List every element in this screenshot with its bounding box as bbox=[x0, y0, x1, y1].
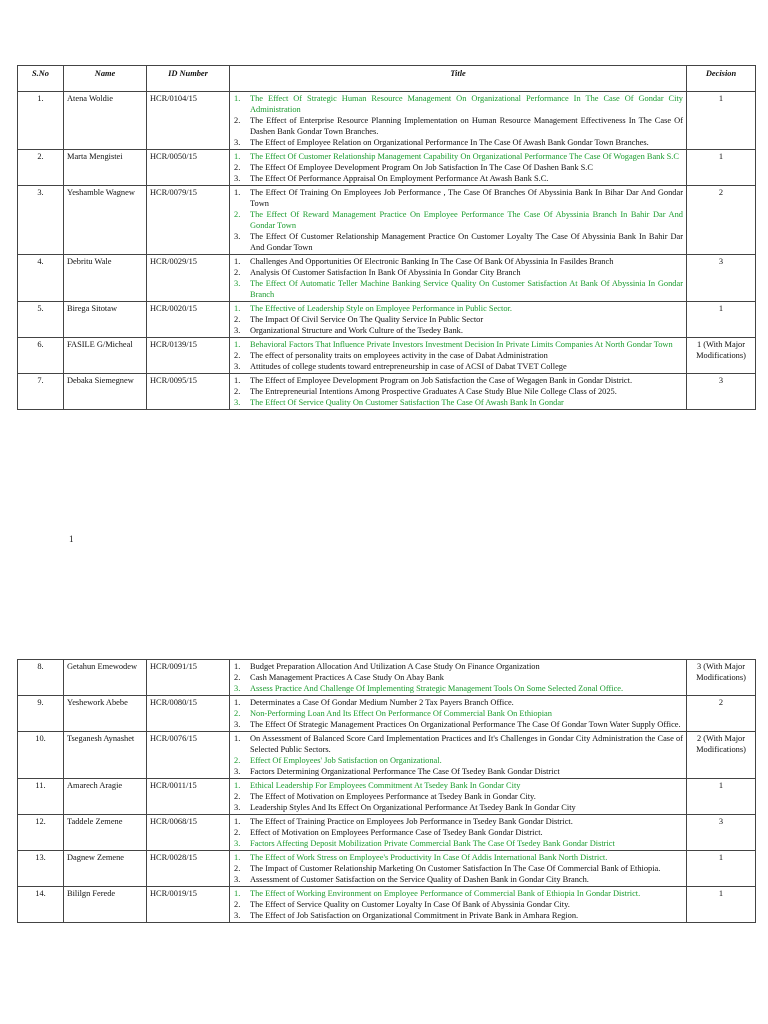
row-id-number: HCR/0139/15 bbox=[147, 338, 230, 374]
table-row bbox=[18, 660, 756, 696]
selected-title-item bbox=[234, 278, 683, 300]
title-number: 1. bbox=[234, 853, 241, 862]
header-name: Name bbox=[64, 66, 147, 92]
title-list bbox=[234, 187, 683, 253]
title-text: The Effect of Working Environment on Employee Performance of Commercial Bank of Ethiopia In Gondar District. bbox=[250, 889, 641, 898]
title-item bbox=[234, 661, 683, 672]
row-decision: 1 (With Major Modifications) bbox=[687, 338, 756, 374]
title-number: 2. bbox=[234, 351, 241, 360]
row-decision: 2 (With Major Modifications) bbox=[687, 732, 756, 779]
table-row bbox=[18, 374, 756, 410]
title-number: 1. bbox=[234, 152, 241, 161]
row-decision: 3 bbox=[687, 255, 756, 302]
row-sno: 10. bbox=[18, 732, 64, 779]
title-number: 3. bbox=[234, 232, 241, 241]
title-item bbox=[234, 791, 683, 802]
title-item bbox=[234, 187, 683, 209]
title-number: 3. bbox=[234, 362, 241, 371]
title-item bbox=[234, 375, 683, 386]
title-number: 3. bbox=[234, 767, 241, 776]
title-text: Organizational Structure and Work Culture of the Tsedey Bank. bbox=[250, 326, 463, 335]
row-decision: 1 bbox=[687, 887, 756, 923]
title-text: Effect of Motivation on Employees Performance Case of Tsedey Bank Gondar District. bbox=[250, 828, 543, 837]
title-item bbox=[234, 115, 683, 137]
header-decision: Decision bbox=[687, 66, 756, 92]
table-row bbox=[18, 150, 756, 186]
title-text: Assessment of Customer Satisfaction on the Service Quality of Dashen Bank in Gondar City Branch. bbox=[250, 875, 589, 884]
title-text: The Effect of Employee Relation on Organizational Performance In The Case Of Awash Bank Gondar Town Branches. bbox=[250, 138, 649, 147]
row-decision: 1 bbox=[687, 779, 756, 815]
row-name: Yeshework Abebe bbox=[64, 696, 147, 732]
title-number: 3. bbox=[234, 398, 241, 407]
selected-title-item bbox=[234, 339, 683, 350]
row-sno: 11. bbox=[18, 779, 64, 815]
row-decision: 1 bbox=[687, 150, 756, 186]
title-number: 3. bbox=[234, 911, 241, 920]
row-id-number: HCR/0104/15 bbox=[147, 92, 230, 150]
selected-title-item bbox=[234, 838, 683, 849]
table-body-page-2 bbox=[18, 660, 756, 923]
row-id-number: HCR/0091/15 bbox=[147, 660, 230, 696]
title-number: 3. bbox=[234, 803, 241, 812]
row-decision: 3 bbox=[687, 374, 756, 410]
title-number: 2. bbox=[234, 709, 241, 718]
row-name: Bililgn Ferede bbox=[64, 887, 147, 923]
row-decision: 3 bbox=[687, 815, 756, 851]
title-number: 3. bbox=[234, 875, 241, 884]
title-text: The Effect of Service Quality on Customer Loyalty In Case Of Bank of Abyssinia Gondar City. bbox=[250, 900, 570, 909]
title-text: The effect of personality traits on employees activity in the case of Dabat Administration bbox=[250, 351, 548, 360]
row-name: Dagnew Zemene bbox=[64, 851, 147, 887]
table-row bbox=[18, 696, 756, 732]
row-name: Yeshamble Wagnew bbox=[64, 186, 147, 255]
selected-title-item bbox=[234, 708, 683, 719]
title-number: 1. bbox=[234, 889, 241, 898]
row-id-number: HCR/0076/15 bbox=[147, 732, 230, 779]
title-number: 2. bbox=[234, 210, 241, 219]
row-sno: 5. bbox=[18, 302, 64, 338]
row-sno: 12. bbox=[18, 815, 64, 851]
title-list bbox=[234, 256, 683, 300]
table-body-page-1 bbox=[18, 92, 756, 410]
row-sno: 7. bbox=[18, 374, 64, 410]
title-text: The Effect Of Employee Development Program On Job Satisfaction In The Case Of Dashen Bank S.C bbox=[250, 163, 593, 172]
proposals-table-page-2 bbox=[17, 659, 756, 923]
row-titles bbox=[230, 186, 687, 255]
title-number: 2. bbox=[234, 864, 241, 873]
title-item bbox=[234, 733, 683, 755]
title-text: The Effect Of Reward Management Practice On Employee Performance The Case Of Abyssinia Branch In Bahir Dar And Gondar Town bbox=[250, 210, 683, 230]
title-text: The Effect of Job Satisfaction on Organizational Commitment in Private Bank in Amhara Region. bbox=[250, 911, 579, 920]
row-id-number: HCR/0019/15 bbox=[147, 887, 230, 923]
title-item bbox=[234, 386, 683, 397]
selected-title-item bbox=[234, 93, 683, 115]
row-sno: 2. bbox=[18, 150, 64, 186]
title-number: 1. bbox=[234, 257, 241, 266]
row-decision: 1 bbox=[687, 302, 756, 338]
row-titles bbox=[230, 815, 687, 851]
row-id-number: HCR/0068/15 bbox=[147, 815, 230, 851]
title-list bbox=[234, 375, 683, 408]
title-item bbox=[234, 162, 683, 173]
row-titles bbox=[230, 374, 687, 410]
row-id-number: HCR/0011/15 bbox=[147, 779, 230, 815]
row-name: Getahun Emewodew bbox=[64, 660, 147, 696]
row-titles bbox=[230, 302, 687, 338]
row-name: Debritu Wale bbox=[64, 255, 147, 302]
row-id-number: HCR/0080/15 bbox=[147, 696, 230, 732]
row-titles bbox=[230, 255, 687, 302]
title-item bbox=[234, 173, 683, 184]
title-list bbox=[234, 733, 683, 777]
row-id-number: HCR/0020/15 bbox=[147, 302, 230, 338]
row-sno: 3. bbox=[18, 186, 64, 255]
row-sno: 1. bbox=[18, 92, 64, 150]
title-number: 1. bbox=[234, 340, 241, 349]
table-row bbox=[18, 732, 756, 779]
title-item bbox=[234, 874, 683, 885]
title-text: The Effect of Work Stress on Employee's Productivity In Case Of Addis International Bank North District. bbox=[250, 853, 608, 862]
header-id: ID Number bbox=[147, 66, 230, 92]
title-item bbox=[234, 863, 683, 874]
row-sno: 4. bbox=[18, 255, 64, 302]
title-text: The Effect Of Automatic Teller Machine Banking Service Quality On Customer Satisfaction At Bank Of Abyssinia In Gondar Branch bbox=[250, 279, 683, 299]
title-number: 2. bbox=[234, 792, 241, 801]
title-item bbox=[234, 827, 683, 838]
row-titles bbox=[230, 732, 687, 779]
title-number: 2. bbox=[234, 315, 241, 324]
row-decision: 3 (With Major Modifications) bbox=[687, 660, 756, 696]
table-row bbox=[18, 302, 756, 338]
title-item bbox=[234, 766, 683, 777]
title-text: The Effect of Enterprise Resource Planning Implementation on Human Resource Management Effectiveness In The Case Of Dashen Bank Gondar Town Branches. bbox=[250, 116, 683, 136]
title-number: 2. bbox=[234, 268, 241, 277]
title-text: The Effect Of Performance Appraisal On Employment Performance At Awash Bank S.C. bbox=[250, 174, 549, 183]
row-sno: 9. bbox=[18, 696, 64, 732]
row-sno: 6. bbox=[18, 338, 64, 374]
row-sno: 8. bbox=[18, 660, 64, 696]
title-number: 3. bbox=[234, 326, 241, 335]
title-number: 1. bbox=[234, 662, 241, 671]
proposals-table-page-1 bbox=[17, 65, 756, 410]
title-text: The Effect Of Customer Relationship Management Practice On Customer Loyalty The Case Of Abyssinia Bank In Bahir Dar And Gondar Town bbox=[250, 232, 683, 252]
table-row bbox=[18, 851, 756, 887]
table-row bbox=[18, 338, 756, 374]
title-number: 1. bbox=[234, 188, 241, 197]
title-text: Ethical Leadership For Employees Commitment At Tsedey Bank In Gondar City bbox=[250, 781, 521, 790]
title-list bbox=[234, 852, 683, 885]
row-name: Amarech Aragie bbox=[64, 779, 147, 815]
title-text: Challenges And Opportunities Of Electronic Banking In The Case Of Bank Of Abyssinia In Fasildes Branch bbox=[250, 257, 614, 266]
title-number: 1. bbox=[234, 817, 241, 826]
title-number: 2. bbox=[234, 163, 241, 172]
row-decision: 1 bbox=[687, 92, 756, 150]
title-item bbox=[234, 361, 683, 372]
title-number: 1. bbox=[234, 376, 241, 385]
selected-title-item bbox=[234, 888, 683, 899]
title-text: The Effect Of Strategic Management Practices On Organizational Performance The Case Of Gondar Town Water Supply Office. bbox=[250, 720, 681, 729]
row-decision: 2 bbox=[687, 186, 756, 255]
title-text: The Effect of Employee Development Program on Job Satisfaction the Case of Wegagen Bank in Gondar District. bbox=[250, 376, 633, 385]
title-number: 3. bbox=[234, 138, 241, 147]
table-row bbox=[18, 815, 756, 851]
selected-title-item bbox=[234, 151, 683, 162]
selected-title-item bbox=[234, 852, 683, 863]
title-number: 1. bbox=[234, 698, 241, 707]
title-text: Effect Of Employees' Job Satisfaction on Organizational. bbox=[250, 756, 442, 765]
row-id-number: HCR/0079/15 bbox=[147, 186, 230, 255]
table-row bbox=[18, 887, 756, 923]
row-titles bbox=[230, 150, 687, 186]
title-item bbox=[234, 314, 683, 325]
title-text: Cash Management Practices A Case Study On Abay Bank bbox=[250, 673, 444, 682]
row-id-number: HCR/0050/15 bbox=[147, 150, 230, 186]
title-item bbox=[234, 910, 683, 921]
row-titles bbox=[230, 851, 687, 887]
title-list bbox=[234, 697, 683, 730]
row-titles bbox=[230, 779, 687, 815]
title-list bbox=[234, 93, 683, 148]
title-number: 1. bbox=[234, 734, 241, 743]
selected-title-item bbox=[234, 209, 683, 231]
title-number: 2. bbox=[234, 756, 241, 765]
title-list bbox=[234, 303, 683, 336]
table-row bbox=[18, 186, 756, 255]
title-text: On Assessment of Balanced Score Card Implementation Practices and It's Challenges in Gondar City Administration the Case of Selected Public Sectors. bbox=[250, 734, 683, 754]
header-row bbox=[18, 66, 756, 92]
title-item bbox=[234, 267, 683, 278]
title-text: Factors Determining Organizational Performance The Case Of Tsedey Bank Gondar District bbox=[250, 767, 560, 776]
title-text: The Impact Of Civil Service On The Quality Service In Public Sector bbox=[250, 315, 484, 324]
title-list bbox=[234, 780, 683, 813]
title-item bbox=[234, 256, 683, 267]
row-decision: 2 bbox=[687, 696, 756, 732]
title-text: The Effect Of Strategic Human Resource Management On Organizational Performance In The Case Of Gondar City Administration bbox=[250, 94, 683, 114]
table-row bbox=[18, 779, 756, 815]
title-text: Budget Preparation Allocation And Utilization A Case Study On Finance Organization bbox=[250, 662, 540, 671]
title-number: 3. bbox=[234, 684, 241, 693]
title-text: The Effective of Leadership Style on Employee Performance in Public Sector. bbox=[250, 304, 512, 313]
title-number: 3. bbox=[234, 720, 241, 729]
header-sno: S.No bbox=[18, 66, 64, 92]
title-item bbox=[234, 231, 683, 253]
title-item bbox=[234, 350, 683, 361]
row-decision: 1 bbox=[687, 851, 756, 887]
title-number: 2. bbox=[234, 387, 241, 396]
title-text: Attitudes of college students toward entrepreneurship in case of ACSI of Dabat TVET College bbox=[250, 362, 567, 371]
title-item bbox=[234, 137, 683, 148]
title-list bbox=[234, 816, 683, 849]
title-text: The Effect Of Customer Relationship Management Capability On Organizational Performance The Case Of Wogagen Bank S.C bbox=[250, 152, 679, 161]
title-item bbox=[234, 325, 683, 336]
page-number: 1 bbox=[69, 534, 74, 544]
row-name: Taddele Zemene bbox=[64, 815, 147, 851]
title-number: 2. bbox=[234, 900, 241, 909]
row-titles bbox=[230, 92, 687, 150]
title-list bbox=[234, 151, 683, 184]
row-name: FASILE G/Micheal bbox=[64, 338, 147, 374]
title-text: Assess Practice And Challenge Of Implementing Strategic Management Tools On Some Selected Zonal Office. bbox=[250, 684, 624, 693]
row-titles bbox=[230, 887, 687, 923]
title-list bbox=[234, 888, 683, 921]
title-number: 3. bbox=[234, 279, 241, 288]
selected-title-item bbox=[234, 755, 683, 766]
title-text: The Effect Of Training On Employees Job Performance , The Case Of Branches Of Abyssinia Bank In Bihar Dar And Gondar Town bbox=[250, 188, 683, 208]
title-list bbox=[234, 661, 683, 694]
title-item bbox=[234, 672, 683, 683]
row-name: Birega Sitotaw bbox=[64, 302, 147, 338]
row-name: Marta Mengistei bbox=[64, 150, 147, 186]
title-text: Leadership Styles And Its Effect On Organizational Performance At Tsedey Bank In Gondar City bbox=[250, 803, 576, 812]
selected-title-item bbox=[234, 683, 683, 694]
title-text: The Effect of Training Practice on Employees Job Performance in Tsedey Bank Gondar District. bbox=[250, 817, 573, 826]
row-titles bbox=[230, 696, 687, 732]
row-name: Atena Woldie bbox=[64, 92, 147, 150]
title-item bbox=[234, 719, 683, 730]
row-titles bbox=[230, 338, 687, 374]
selected-title-item bbox=[234, 780, 683, 791]
title-number: 1. bbox=[234, 781, 241, 790]
title-number: 2. bbox=[234, 673, 241, 682]
selected-title-item bbox=[234, 397, 683, 408]
table-row bbox=[18, 92, 756, 150]
title-text: Analysis Of Customer Satisfaction In Bank Of Abyssinia In Gondar City Branch bbox=[250, 268, 521, 277]
title-number: 2. bbox=[234, 828, 241, 837]
selected-title-item bbox=[234, 303, 683, 314]
title-text: Determinates a Case Of Gondar Medium Number 2 Tax Payers Branch Office. bbox=[250, 698, 514, 707]
row-id-number: HCR/0029/15 bbox=[147, 255, 230, 302]
row-sno: 13. bbox=[18, 851, 64, 887]
title-item bbox=[234, 899, 683, 910]
title-text: The Effect of Motivation on Employees Performance at Tsedey Bank in Gondar City. bbox=[250, 792, 536, 801]
row-name: Tseganesh Aynashet bbox=[64, 732, 147, 779]
table-row bbox=[18, 255, 756, 302]
title-text: The Impact of Customer Relationship Marketing On Customer Satisfaction In The Case Of Commercial Bank of Ethiopia. bbox=[250, 864, 661, 873]
title-item bbox=[234, 802, 683, 813]
header-title: Title bbox=[230, 66, 687, 92]
title-number: 1. bbox=[234, 304, 241, 313]
title-text: Factors Affecting Deposit Mobilization Private Commercial Bank The Case Of Tsedey Bank Gondar District bbox=[250, 839, 615, 848]
row-titles bbox=[230, 660, 687, 696]
title-item bbox=[234, 697, 683, 708]
row-name: Debaka Siemegnew bbox=[64, 374, 147, 410]
title-text: The Effect Of Service Quality On Customer Satisfaction The Case Of Awash Bank In Gondar bbox=[250, 398, 564, 407]
title-text: Non-Performing Loan And Its Effect On Performance Of Commercial Bank On Ethiopian bbox=[250, 709, 552, 718]
row-id-number: HCR/0028/15 bbox=[147, 851, 230, 887]
row-id-number: HCR/0095/15 bbox=[147, 374, 230, 410]
row-sno: 14. bbox=[18, 887, 64, 923]
title-number: 3. bbox=[234, 174, 241, 183]
title-item bbox=[234, 816, 683, 827]
title-number: 2. bbox=[234, 116, 241, 125]
title-text: Behavioral Factors That Influence Private Investors Investment Decision In Private Limits Companies At North Gondar Town bbox=[250, 340, 673, 349]
title-number: 3. bbox=[234, 839, 241, 848]
title-number: 1. bbox=[234, 94, 241, 103]
title-list bbox=[234, 339, 683, 372]
title-text: The Entrepreneurial Intentions Among Prospective Graduates A Case Study Blue Nile College Class of 2025. bbox=[250, 387, 617, 396]
